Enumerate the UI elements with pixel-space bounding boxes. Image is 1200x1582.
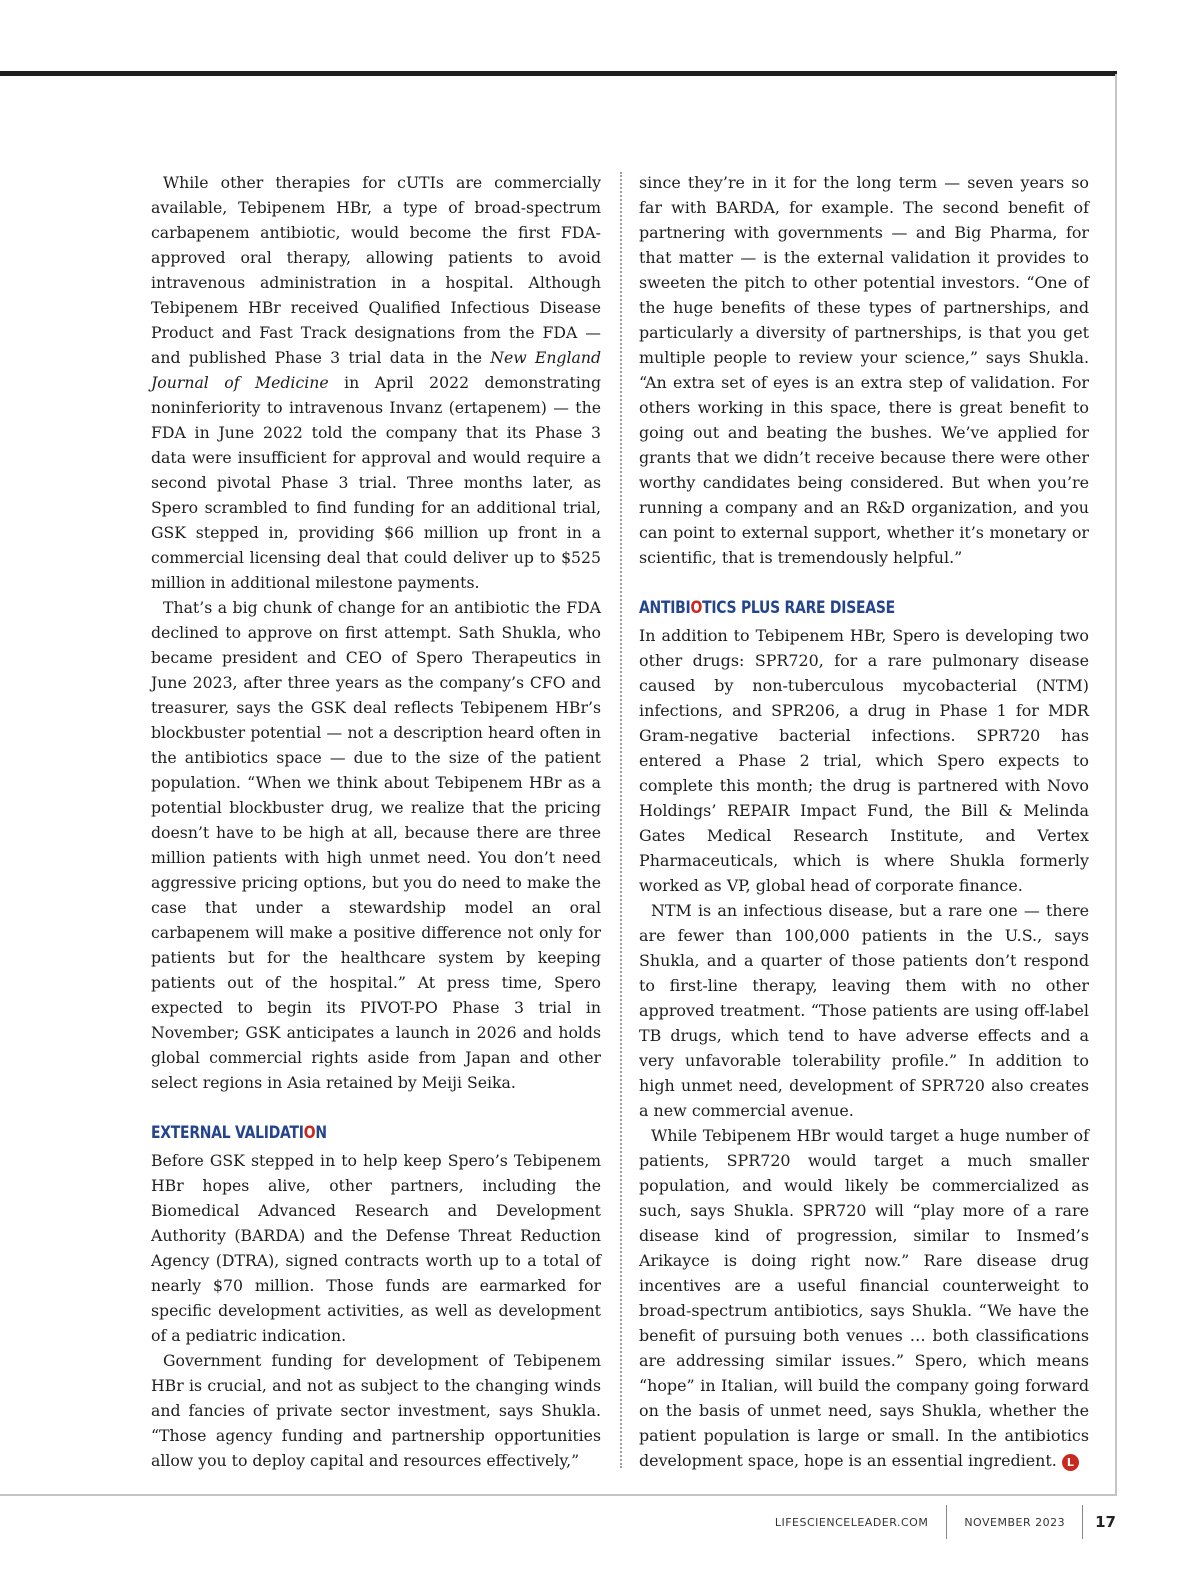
paragraph: While Tebipenem HBr would target a huge number of patients, SPR720 would target a much smaller population, and would likely be commercialized as such, says Shukla. SPR720 will “play more of a rare disease kind of progression, similar to Insmed’s Arikayce is doing right now.” Rare disease drug incentives are a useful financial counterweight to broad-spectrum antibiotics, says Shukla. “We have the benefit of pursuing both venues … both classifications are addressing similar issues.” Spero, which means “hope” in Italian, will build the company going forward on the basis of unmet need, says Shukla, whether the patient population is large or small. In the antibiotics development space, hope is an essential ingredient. L <box>639 1126 1089 1470</box>
end-mark-icon: L <box>1062 1454 1079 1471</box>
bottom-rule <box>0 1494 1117 1496</box>
paragraph: Government funding for development of Tebipenem HBr is crucial, and not as subject to the changing winds and fancies of private sector investment, says Shukla. “Those agency funding and partnership opportunities allow you to deploy capital and resources effectively,” <box>151 1351 601 1470</box>
paragraph: That’s a big chunk of change for an antibiotic the FDA declined to approve on first attempt. Sath Shukla, who became president and CEO of Spero Therapeutics in June 2023, after three years as the company’s CFO and treasurer, says the GSK deal reflects Tebipenem HBr’s blockbuster potential — not a description heard often in the antibiotics space — due to the size of the patient population. “When we think about Tebipenem HBr as a potential blockbuster drug, we realize that the pricing doesn’t have to be high at all, because there are three million patients with high unmet need. You don’t need aggressive pricing options, but you do need to make the case that under a stewardship model an oral carbapenem will make a positive difference not only for patients but for the healthcare system by keeping patients out of the hospital.” At press time, Spero expected to begin its PIVOT-PO Phase 3 trial in November; GSK anticipates a launch in 2026 and holds global commercial rights aside from Japan and other select regions in Asia retained by Meiji Seika. <box>151 598 601 1092</box>
left-column <box>151 170 601 1473</box>
right-column <box>639 170 1089 1473</box>
top-rule <box>0 71 1117 76</box>
section-heading-external-validation: EXTERNAL VALIDATION <box>151 1123 327 1143</box>
paragraph: since they’re in it for the long term — seven years so far with BARDA, for example. The second benefit of partnering with governments — and Big Pharma, for that matter — is the external validation it provides to sweeten the pitch to other potential investors. “One of the huge benefits of these types of partnerships, and particularly a diversity of partnerships, is that you get multiple people to review your science,” says Shukla. “An extra set of eyes is an extra step of validation. For others working in this space, there is great benefit to going out and beating the bushes. We’ve applied for grants that we didn’t receive because there were other worthy candidates being considered. But when you’re running a company and an R&D organization, and you can point to external support, whether it’s monetary or scientific, that is tremendously helpful.” <box>639 173 1089 567</box>
paragraph: NTM is an infectious disease, but a rare one — there are fewer than 100,000 patients in the U.S., says Shukla, and a quarter of those patients don’t respond to first-line therapy, leaving them with no other approved treatment. “Those patients are using off-label TB drugs, which tend to have adverse effects and a very unfavorable tolerability profile.” In addition to high unmet need, development of SPR720 also creates a new commercial avenue. <box>639 901 1089 1120</box>
paragraph: In addition to Tebipenem HBr, Spero is developing two other drugs: SPR720, for a rare pulmonary disease caused by non-tuberculous mycobacterial (NTM) infections, and SPR206, a drug in Phase 1 for MDR Gram-negative bacterial infections. SPR720 has entered a Phase 2 trial, which Spero expects to complete this month; the drug is partnered with Novo Holdings’ REPAIR Impact Fund, the Bill & Melinda Gates Medical Research Institute, and Vertex Pharmaceuticals, which is where Shukla formerly worked as VP, global head of corporate finance. <box>639 626 1089 895</box>
page-number: 17 <box>1095 1513 1116 1531</box>
column-divider <box>620 172 622 1468</box>
footer-website: LIFESCIENCELEADER.COM <box>774 1515 929 1529</box>
right-border <box>1115 74 1117 1494</box>
footer <box>775 1504 1116 1540</box>
journal-title: New England Journal of Medicine <box>151 348 601 392</box>
footer-issue-date: NOVEMBER 2023 <box>964 1515 1066 1529</box>
paragraph: Before GSK stepped in to help keep Spero’s Tebipenem HBr hopes alive, other partners, including the Biomedical Advanced Research and Development Authority (BARDA) and the Defense Threat Reduction Agency (DTRA), signed contracts worth up to a total of nearly $70 million. Those funds are earmarked for specific development activities, as well as development of a pediatric indication. <box>151 1151 601 1345</box>
section-heading-antibiotics-plus-rare-disease: ANTIBIOTICS PLUS RARE DISEASE <box>639 598 895 618</box>
paragraph: While other therapies for cUTIs are commercially available, Tebipenem HBr, a type of broad-spectrum carbapenem antibiotic, would become the first FDA-approved oral therapy, allowing patients to avoid intravenous administration in a hospital. Although Tebipenem HBr received Qualified Infectious Disease Product and Fast Track designations from the FDA — and published Phase 3 trial data in the New England Journal of Medicine in April 2022 demonstrating noninferiority to intravenous Invanz (ertapenem) — the FDA in June 2022 told the company that its Phase 3 data were insufficient for approval and would require a second pivotal Phase 3 trial. Three months later, as Spero scrambled to find funding for an additional trial, GSK stepped in, providing $66 million up front in a commercial licensing deal that could deliver up to $525 million in additional milestone payments. <box>151 173 601 592</box>
